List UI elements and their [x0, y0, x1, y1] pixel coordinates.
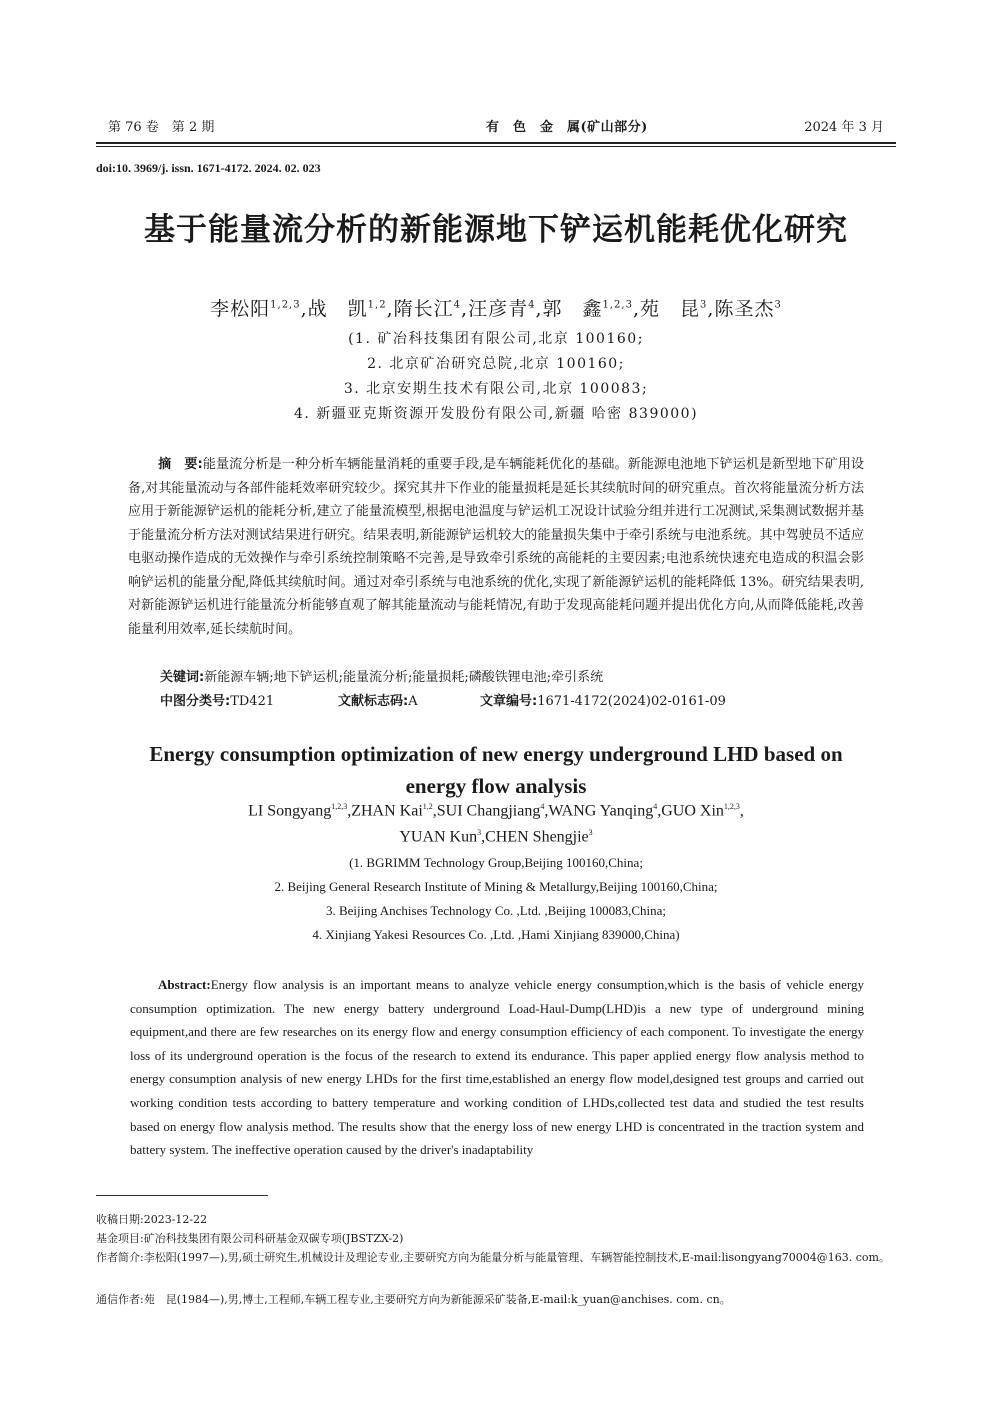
- keywords-cn-text: 新能源车辆;地下铲运机;能量流分析;能量损耗;磷酸铁锂电池;牵引系统: [204, 670, 604, 685]
- document-code: 文献标志码:A: [338, 694, 418, 709]
- author-cn-7: 陈圣杰$^3$: [714, 298, 782, 320]
- author-cn-4: 汪彦青$^4$: [468, 298, 536, 320]
- abstract-chinese: [128, 453, 864, 641]
- affiliation-cn-1: (1. 矿冶科技集团有限公司,北京 100160;: [348, 331, 644, 347]
- author-cn-3: 隋长江$^4$: [393, 298, 462, 320]
- volume-issue: 第 76 卷 第 2 期: [108, 120, 215, 135]
- author-cn-6: 苑 昆$^3$: [640, 298, 708, 320]
- authors-english-line1: LI Songyang$^{1,2,3}$,ZHAN Kai$^{1,2}$,SUI Changjiang$^4$,WANG Yanqing$^4$,GUO Xin$^{1,2,3}$,: [248, 802, 744, 820]
- affiliation-en-4: 4. Xinjiang Yakesi Resources Co. ,Ltd. ,Hami Xinjiang 839000,China): [312, 927, 680, 942]
- affiliation-en-1: (1. BGRIMM Technology Group,Beijing 100160,China;: [349, 855, 643, 870]
- authors-english-line2: YUAN Kun$^3$,CHEN Shengjie$^3$: [399, 828, 593, 846]
- affiliation-en-3: 3. Beijing Anchises Technology Co. ,Ltd. ,Beijing 100083,China;: [325, 903, 667, 918]
- affiliation-cn-3: 3. 北京安期生技术有限公司,北京 100083;: [343, 381, 649, 397]
- clc-number: 中图分类号:TD421: [160, 694, 275, 709]
- keywords-chinese: [160, 666, 603, 685]
- abstract-cn-label: 摘 要:: [158, 457, 203, 472]
- footnote-corresponding: 通信作者:苑 昆(1984—),男,博士,工程师,车辆工程专业,主要研究方向为新能源采矿装备,E-mail:k_yuan@anchises. com. cn。: [96, 1293, 731, 1306]
- abstract-en-text: Energy flow analysis is an important means to analyze vehicle energy consumption,which is the basis of vehicle energy consumption optimization. The new energy battery underground Load-Haul-Dump(LHD)is a new type of underground mining equipment,and there are few researches on its energy flow and energy consumption efficiency of each component. To investigate the energy loss of its underground operation is the focus of the research to extend its endurance. This paper applied energy flow analysis method to energy consumption analysis of new energy LHDs for the first time,established an energy flow model,designed test groups and carried out working condition tests according to battery temperature and working condition of LHDs,collected test data and studied the test results based on energy flow analysis method. The results show that the energy loss of new energy LHD is concentrated in the traction system and battery system. The ineffective operation caused by the driver's inadaptability: [130, 977, 864, 1158]
- doi: doi:10. 3969/j. issn. 1671-4172. 2024. 02. 023: [96, 161, 321, 175]
- title-english: [0, 738, 992, 802]
- article-number: 文章编号:1671-4172(2024)02-0161-09: [480, 694, 726, 709]
- affiliation-cn-4: 4. 新疆亚克斯资源开发股份有限公司,新疆 哈密 839000): [293, 406, 699, 422]
- author-cn-1: 李松阳$^{1,2,3}$: [210, 298, 301, 320]
- footnote-rule: [96, 1195, 268, 1196]
- header-rule-thin: [96, 146, 896, 147]
- footnote-fund: 基金项目:矿冶科技集团有限公司科研基金双碳专项(JBSTZX-2): [96, 1232, 404, 1245]
- affiliation-en-2: 2. Beijing General Research Institute of Mining & Metallurgy,Beijing 100160,China;: [274, 879, 718, 894]
- abstract-english: [130, 973, 864, 1162]
- affiliation-cn-2: 2. 北京矿冶研究总院,北京 100160;: [367, 356, 625, 372]
- abstract-cn-text: 能量流分析是一种分析车辆能量消耗的重要手段,是车辆能耗优化的基础。新能源电池地下铲运机是新型地下矿用设备,对其能量流动与各部件能耗效率研究较少。探究其井下作业的能量损耗是延长其续航时间的研究重点。首次将能量流分析方法应用于新能源铲运机的能耗分析,建立了能量流模型,根据电池温度与铲运机工况设计试验分组并进行工况测试,采集测试数据并基于能量流分析方法对测试结果进行研究。结果表明,新能源铲运机较大的能量损失集中于牵引系统与电池系统。其中驾驶员不适应电驱动操作造成的无效操作与牵引系统控制策略不完善,是导致牵引系统的高能耗的主要因素;电池系统快速充电造成的积温会影响铲运机的能量分配,降低其续航时间。通过对牵引系统与电池系统的优化,实现了新能源铲运机的能耗降低 13%。研究结果表明,对新能源铲运机进行能量流分析能够直观了解其能量流动与能耗情况,有助于发现高能耗问题并提出优化方向,从而降低能耗,改善能量利用效率,延长续航时间。: [128, 457, 864, 637]
- author-cn-2: 战 凯$^{1,2}$: [307, 298, 387, 320]
- footnote-author-bio: 作者简介:李松阳(1997—),男,硕士研究生,机械设计及理论专业,主要研究方向为能量分析与能量管理、车辆智能控制技术,E-mail:lisongyang70004@163. com。: [96, 1251, 890, 1264]
- abstract-en-label: Abstract:: [158, 977, 211, 992]
- header-rule-thick: [96, 142, 896, 144]
- journal-name: 有 色 金 属(矿山部分): [486, 120, 648, 135]
- keywords-cn-label: 关键词:: [160, 670, 205, 685]
- footnote-received: 收稿日期:2023-12-22: [96, 1213, 208, 1226]
- author-cn-5: 郭 鑫$^{1,2,3}$: [542, 298, 633, 320]
- title-en-line2: energy flow analysis: [405, 774, 587, 798]
- title-en-line1: Energy consumption optimization of new energy underground LHD based on: [149, 742, 843, 766]
- authors-chinese: 李松阳$^{1,2,3}$,战 凯$^{1,2}$,隋长江$^4$,汪彦青$^4$,郭 鑫$^{1,2,3}$,苑 昆$^3$,陈圣杰$^3$: [210, 298, 782, 320]
- classification-line: [160, 690, 864, 709]
- running-header: [96, 116, 896, 140]
- title-chinese: 基于能量流分析的新能源地下铲运机能耗优化研究: [144, 212, 848, 248]
- publication-date: 2024 年 3 月: [804, 120, 884, 135]
